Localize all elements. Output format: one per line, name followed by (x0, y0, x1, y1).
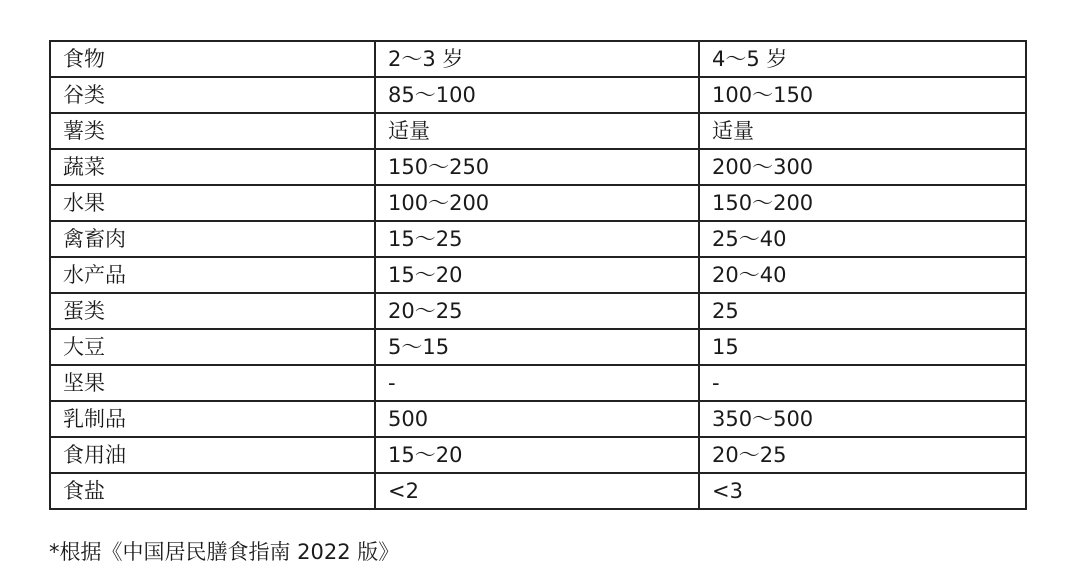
row-food-name: 蔬菜 (50, 149, 375, 185)
table-row (50, 113, 1026, 149)
row-age-2-3-value: 100～200 (375, 185, 699, 221)
row-age-4-5-value: 200～300 (699, 149, 1026, 185)
table-row (50, 185, 1026, 221)
table-row (50, 437, 1026, 473)
row-age-4-5-value: 350～500 (699, 401, 1026, 437)
row-food-name: 水产品 (50, 257, 375, 293)
table-row (50, 221, 1026, 257)
row-age-4-5-value: 15 (699, 329, 1026, 365)
row-food-name: 薯类 (50, 113, 375, 149)
table-row (50, 149, 1026, 185)
row-age-4-5-value: 20～25 (699, 437, 1026, 473)
row-age-2-3-value: 500 (375, 401, 699, 437)
source-footnote: *根据《中国居民膳食指南 2022 版》 (49, 540, 400, 564)
row-food-name: 蛋类 (50, 293, 375, 329)
row-food-name: 谷类 (50, 77, 375, 113)
row-food-name: 大豆 (50, 329, 375, 365)
table-row (50, 473, 1026, 509)
header-food: 食物 (50, 41, 375, 77)
table-row (50, 77, 1026, 113)
row-age-4-5-value: 20～40 (699, 257, 1026, 293)
table-row (50, 329, 1026, 365)
row-age-4-5-value: <3 (699, 473, 1026, 509)
row-food-name: 坚果 (50, 365, 375, 401)
row-age-2-3-value: 适量 (375, 113, 699, 149)
row-age-2-3-value: 5～15 (375, 329, 699, 365)
header-age-2-3: 2～3 岁 (375, 41, 699, 77)
table-row (50, 293, 1026, 329)
row-food-name: 禽畜肉 (50, 221, 375, 257)
row-food-name: 水果 (50, 185, 375, 221)
row-age-2-3-value: 20～25 (375, 293, 699, 329)
row-age-2-3-value: 15～25 (375, 221, 699, 257)
row-age-2-3-value: <2 (375, 473, 699, 509)
row-age-2-3-value: 150～250 (375, 149, 699, 185)
row-food-name: 食用油 (50, 437, 375, 473)
table-row (50, 365, 1026, 401)
row-age-4-5-value: 25 (699, 293, 1026, 329)
table-row (50, 257, 1026, 293)
food-intake-table (49, 40, 1027, 510)
food-intake-table-container (49, 40, 1027, 510)
row-age-4-5-value: - (699, 365, 1026, 401)
row-age-2-3-value: 15～20 (375, 257, 699, 293)
table-header-row (50, 41, 1026, 77)
row-food-name: 食盐 (50, 473, 375, 509)
row-age-4-5-value: 25～40 (699, 221, 1026, 257)
header-age-4-5: 4～5 岁 (699, 41, 1026, 77)
row-food-name: 乳制品 (50, 401, 375, 437)
table-row (50, 401, 1026, 437)
row-age-2-3-value: 85～100 (375, 77, 699, 113)
row-age-2-3-value: - (375, 365, 699, 401)
row-age-4-5-value: 100～150 (699, 77, 1026, 113)
row-age-4-5-value: 适量 (699, 113, 1026, 149)
row-age-2-3-value: 15～20 (375, 437, 699, 473)
row-age-4-5-value: 150～200 (699, 185, 1026, 221)
